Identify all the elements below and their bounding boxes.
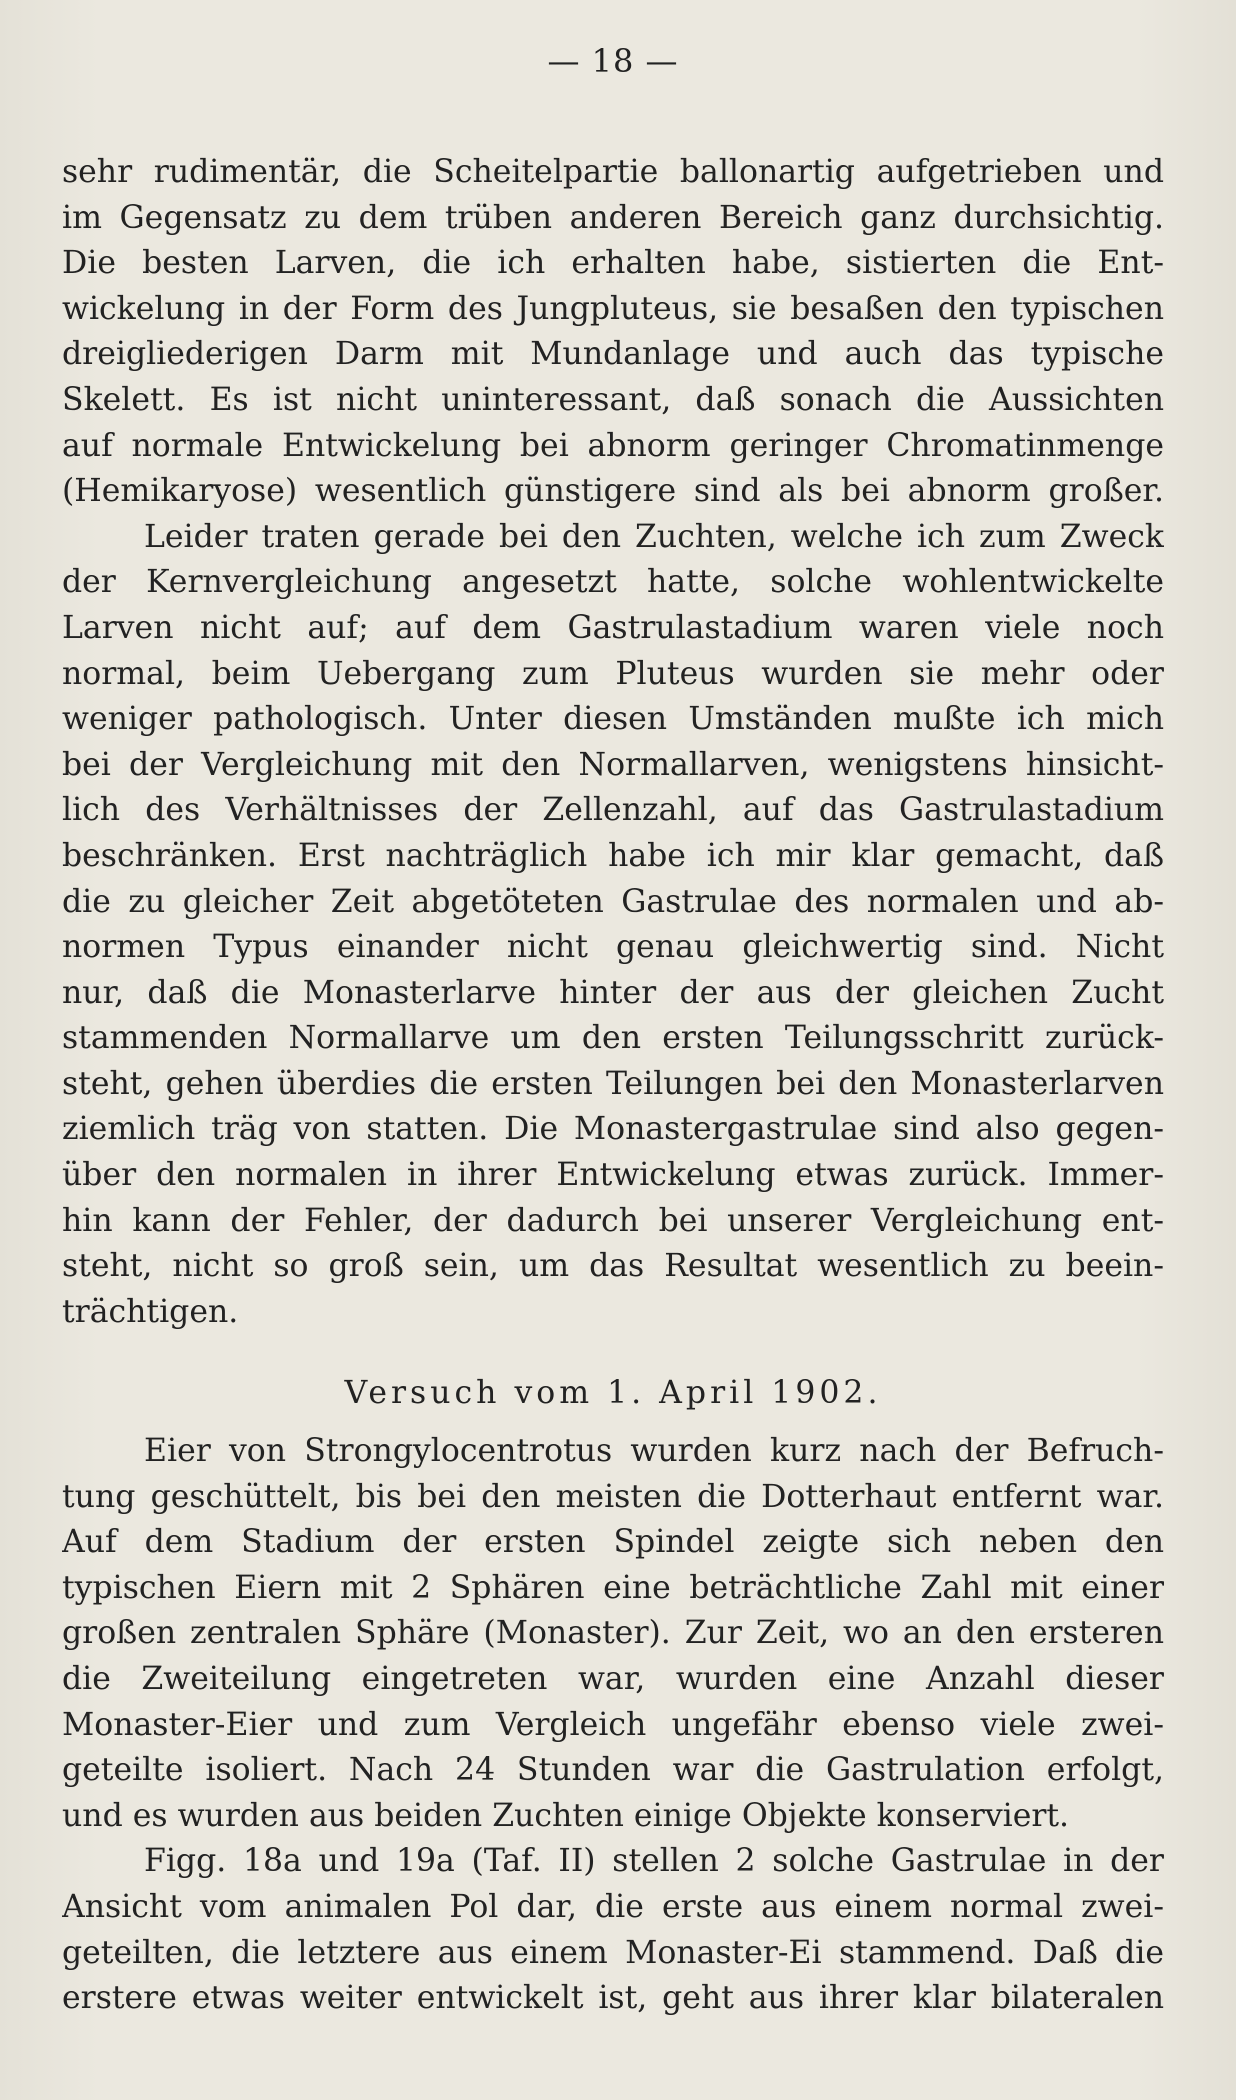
text-line: über den normalen in ihrer Entwickelung etwas zurück. Immer-: [62, 1157, 1164, 1194]
text-line: ziemlich träg von statten. Die Monastergastrulae sind also gegen-: [62, 1111, 1164, 1148]
text-line: nur, daß die Monasterlarve hinter der aus der gleichen Zucht: [62, 974, 1164, 1011]
text-line: steht, gehen überdies die ersten Teilungen bei den Monasterlarven: [62, 1065, 1164, 1102]
text-line: der Kernvergleichung angesetzt hatte, solche wohlentwickelte: [62, 564, 1164, 601]
text-line: Ansicht vom animalen Pol dar, die erste aus einem normal zwei-: [62, 1888, 1164, 1925]
page-number: — 18 —: [547, 42, 679, 80]
text-line: (Hemikaryose) wesentlich günstigere sind als bei abnorm großer.: [62, 473, 1164, 510]
page-body: [62, 150, 1164, 2022]
text-line: geteilte isoliert. Nach 24 Stunden war die Gastrulation erfolgt,: [62, 1752, 1164, 1789]
text-line: Die besten Larven, die ich erhalten habe, sistierten die Ent-: [62, 245, 1164, 282]
text-line: erstere etwas weiter entwickelt ist, geht aus ihrer klar bilateralen: [62, 1980, 1164, 2017]
text-line: tung geschüttelt, bis bei den meisten die Dotterhaut entfernt war.: [62, 1478, 1164, 1515]
text-line: hin kann der Fehler, der dadurch bei unserer Vergleichung ent-: [62, 1202, 1164, 1239]
text-line: Auf dem Stadium der ersten Spindel zeigte sich neben den: [62, 1524, 1164, 1561]
text-line: die Zweiteilung eingetreten war, wurden eine Anzahl dieser: [62, 1661, 1164, 1697]
text-line: weniger pathologisch. Unter diesen Umständen mußte ich mich: [62, 701, 1164, 738]
text-line: typischen Eiern mit 2 Sphären eine beträchtliche Zahl mit einer: [62, 1569, 1164, 1606]
text-line: auf normale Entwickelung bei abnorm geringer Chromatinmenge: [62, 427, 1164, 464]
text-line: die zu gleicher Zeit abgetöteten Gastrulae des normalen und ab-: [62, 883, 1164, 920]
text-line: im Gegensatz zu dem trüben anderen Bereich ganz durchsichtig.: [62, 199, 1164, 236]
paragraph-4: [62, 1839, 1164, 2021]
text-line: sehr rudimentär, die Scheitelpartie ballonartig aufgetrieben und: [62, 154, 1164, 190]
text-line: trächtigen.: [62, 1293, 239, 1330]
text-line: beschränken. Erst nachträglich habe ich mir klar gemacht, daß: [62, 837, 1164, 874]
text-line: Skelett. Es ist nicht uninteressant, daß sonach die Aussichten: [62, 381, 1164, 418]
text-line: und es wurden aus beiden Zuchten einige Objekte konserviert.: [62, 1797, 1070, 1834]
text-line: Figg. 18a und 19a (Taf. II) stellen 2 solche Gastrulae in der: [144, 1843, 1164, 1880]
text-line: Eier von Strongylocentrotus wurden kurz nach der Befruch-: [144, 1433, 1164, 1470]
text-line: normen Typus einander nicht genau gleichwertig sind. Nicht: [62, 929, 1164, 966]
paragraph-3: [62, 1429, 1164, 1839]
text-line: dreigliederigen Darm mit Mundanlage und auch das typische: [62, 336, 1164, 373]
text-line: steht, nicht so groß sein, um das Resultat wesentlich zu beein-: [62, 1248, 1164, 1285]
text-line: Monaster-Eier und zum Vergleich ungefähr ebenso viele zwei-: [62, 1706, 1164, 1743]
section-heading: Versuch vom 1. April 1902.: [344, 1375, 882, 1412]
text-line: großen zentralen Sphäre (Monaster). Zur Zeit, wo an den ersteren: [62, 1615, 1164, 1652]
text-line: bei der Vergleichung mit den Normallarven, wenigstens hinsicht-: [62, 746, 1164, 783]
text-line: wickelung in der Form des Jungpluteus, sie besaßen den typischen: [62, 290, 1164, 327]
paragraph-1: [62, 150, 1164, 515]
text-line: stammenden Normallarve um den ersten Teilungsschritt zurück-: [62, 1020, 1164, 1057]
text-line: Leider traten gerade bei den Zuchten, welche ich zum Zweck: [144, 518, 1164, 555]
text-line: lich des Verhältnisses der Zellenzahl, auf das Gastrulastadium: [62, 792, 1164, 829]
text-line: Larven nicht auf; auf dem Gastrulastadium waren viele noch: [62, 609, 1164, 646]
text-line: normal, beim Uebergang zum Pluteus wurden sie mehr oder: [62, 655, 1164, 692]
paragraph-2: [62, 515, 1164, 1336]
text-line: geteilten, die letztere aus einem Monaster-Ei stammend. Daß die: [62, 1934, 1164, 1971]
